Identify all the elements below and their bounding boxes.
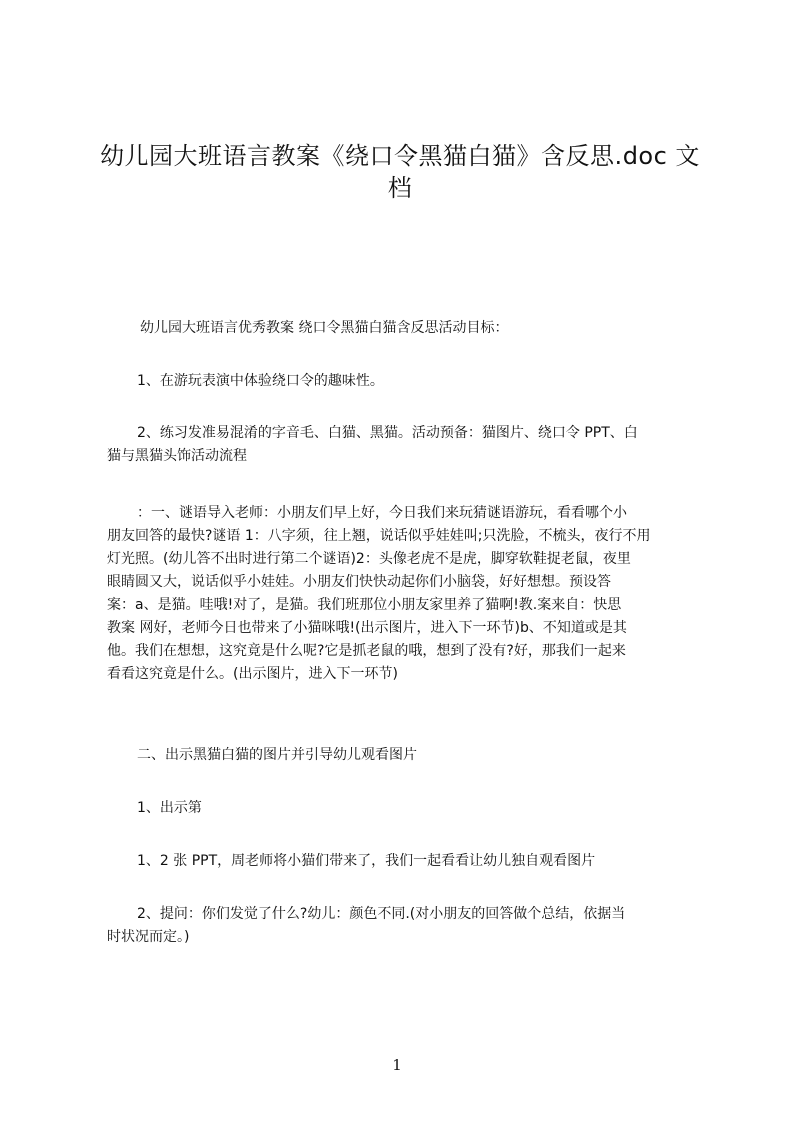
text-line: 时状况而定。) bbox=[107, 929, 190, 945]
text-line: 灯光照。(幼儿答不出时进行第二个谜语)2：头像老虎不是虎，脚穿软鞋捉老鼠，夜里 bbox=[107, 551, 631, 567]
text-line: 2、提问：你们发觉了什么?幼儿：颜色不同.(对小朋友的回答做个总结，依据当 bbox=[137, 906, 626, 922]
text-line: 1、2 张 PPT，周老师将小猫们带来了，我们一起看看让幼儿独自观看图片 bbox=[137, 853, 596, 869]
paragraph-intro bbox=[140, 317, 700, 340]
paragraph-goal-2-preparation bbox=[107, 422, 700, 468]
document-title: 幼儿园大班语言教案《绕口令黑猫白猫》含反思.doc 文档 bbox=[100, 142, 700, 202]
page-number: 1 bbox=[392, 1056, 402, 1074]
paragraph-step-2-1 bbox=[137, 797, 700, 820]
paragraph-step-2-1-cont bbox=[137, 850, 700, 873]
paragraph-step-2 bbox=[137, 744, 700, 767]
text-line: 看看这究竟是什么。(出示图片，进入下一环节) bbox=[107, 666, 398, 682]
text-line: 1、出示第 bbox=[137, 800, 202, 816]
text-line: 教案 网好，老师今日也带来了小猫咪哦!(出示图片，进入下一环节)b、不知道或是其 bbox=[107, 620, 627, 636]
paragraph-goal-1 bbox=[137, 370, 700, 393]
text-line: ：一、谜语导入老师：小朋友们早上好，今日我们来玩猜谜语游玩，看看哪个小 bbox=[137, 505, 627, 521]
text-line: 案：a、是猫。哇哦!对了，是猫。我们班那位小朋友家里养了猫啊!教.案来自：快思 bbox=[107, 597, 622, 613]
text-line: 朋友回答的最快?谜语 1：八字须，往上翘，说话似乎娃娃叫;只洗脸，不梳头，夜行不用 bbox=[107, 528, 651, 544]
text-line: 他。我们在想想，这究竟是什么呢?它是抓老鼠的哦，想到了没有?好，那我们一起来 bbox=[107, 643, 626, 659]
text-line: 1、在游玩表演中体验绕口令的趣味性。 bbox=[137, 373, 384, 389]
text-line: 二、出示黑猫白猫的图片并引导幼儿观看图片 bbox=[137, 747, 417, 763]
text-line: 幼儿园大班语言优秀教案 绕口令黑猫白猫含反思活动目标： bbox=[140, 320, 509, 336]
text-line: 猫与黑猫头饰活动流程 bbox=[107, 448, 247, 464]
paragraph-step-2-2 bbox=[107, 903, 700, 949]
text-line: 2、练习发准易混淆的字音毛、白猫、黑猫。活动预备：猫图片、绕口令 PPT、白 bbox=[137, 425, 638, 441]
text-line: 眼睛圆又大，说话似乎小娃娃。小朋友们快快动起你们小脑袋，好好想想。预设答 bbox=[107, 574, 611, 590]
paragraph-step-1 bbox=[107, 502, 700, 686]
